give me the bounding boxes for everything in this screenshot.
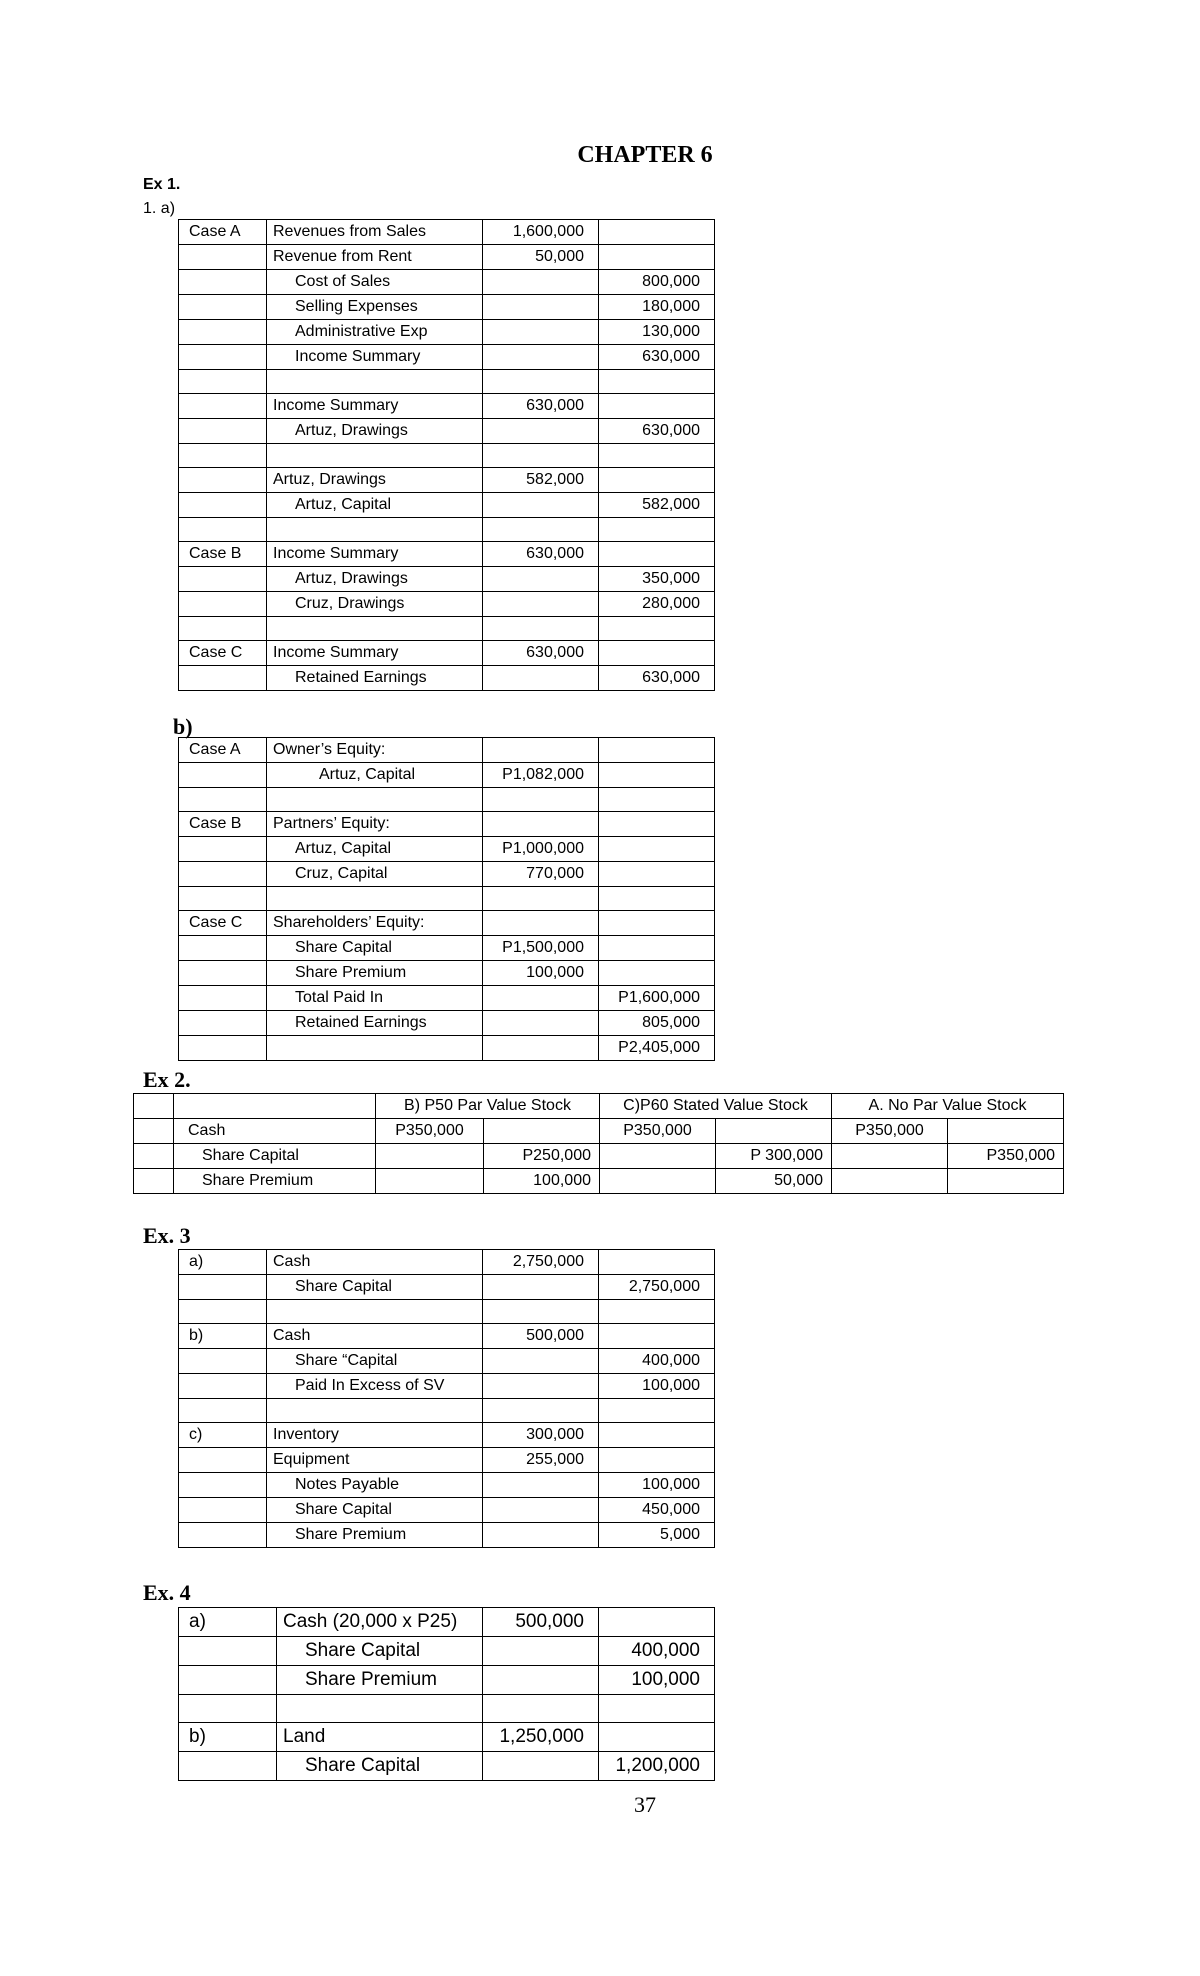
credit-amount-cell	[599, 245, 715, 270]
account-title-cell: Retained Earnings	[267, 666, 483, 691]
table-row	[179, 887, 715, 911]
account-title-cell	[277, 1695, 483, 1723]
case-label-cell	[179, 1523, 267, 1548]
account-title-cell	[267, 617, 483, 641]
ex2-comparison-table	[133, 1093, 1064, 1194]
case-label-cell	[179, 666, 267, 691]
account-title-cell: Revenue from Rent	[267, 245, 483, 270]
account-title-cell: Share Premium	[267, 1523, 483, 1548]
debit-amount-cell: P350,000	[600, 1119, 716, 1144]
debit-amount-cell	[483, 1300, 599, 1324]
debit-amount-cell: 500,000	[483, 1324, 599, 1349]
account-title-cell: Inventory	[267, 1423, 483, 1448]
account-title-cell: Share Capital	[267, 936, 483, 961]
ex1-part-a-label: 1. a)	[143, 200, 176, 217]
debit-amount-cell: 1,250,000	[483, 1723, 599, 1752]
account-title-cell: Share Capital	[277, 1752, 483, 1781]
table-row	[179, 1752, 715, 1781]
credit-amount-cell	[599, 961, 715, 986]
table-row	[179, 936, 715, 961]
case-label-cell: Case B	[179, 812, 267, 837]
case-label-cell: a)	[179, 1250, 267, 1275]
account-title-cell: Cost of Sales	[267, 270, 483, 295]
credit-amount-cell: 630,000	[599, 419, 715, 444]
table-row	[179, 1250, 715, 1275]
account-title-cell: Share Capital	[267, 1275, 483, 1300]
debit-amount-cell: P350,000	[376, 1119, 484, 1144]
account-title-cell	[267, 1036, 483, 1061]
credit-amount-cell: 2,750,000	[599, 1275, 715, 1300]
credit-amount-cell: P1,600,000	[599, 986, 715, 1011]
account-title-cell: Income Summary	[267, 394, 483, 419]
credit-amount-cell	[599, 1723, 715, 1752]
account-title-cell: Artuz, Drawings	[267, 567, 483, 592]
credit-amount-cell: 400,000	[599, 1349, 715, 1374]
credit-amount-cell	[484, 1119, 600, 1144]
credit-amount-cell: 100,000	[599, 1473, 715, 1498]
credit-amount-cell	[599, 518, 715, 542]
case-label-cell	[179, 1637, 277, 1666]
credit-amount-cell	[599, 763, 715, 788]
credit-amount-cell	[599, 1300, 715, 1324]
blank-cell	[134, 1144, 174, 1169]
account-title-cell: Cash	[174, 1119, 376, 1144]
debit-amount-cell	[483, 493, 599, 518]
account-title-cell: Share “Capital	[267, 1349, 483, 1374]
case-label-cell	[179, 1399, 267, 1423]
account-title-cell: Income Summary	[267, 641, 483, 666]
ex1-part-b-label: b)	[173, 714, 193, 739]
table-row	[179, 1473, 715, 1498]
case-label-cell	[179, 1448, 267, 1473]
table-row	[179, 1349, 715, 1374]
case-label-cell	[179, 862, 267, 887]
account-title-cell	[267, 1399, 483, 1423]
table-row	[134, 1144, 1064, 1169]
debit-amount-cell: 300,000	[483, 1423, 599, 1448]
debit-amount-cell	[483, 320, 599, 345]
credit-amount-cell	[599, 1324, 715, 1349]
table-row	[179, 1011, 715, 1036]
case-label-cell	[179, 1752, 277, 1781]
credit-amount-cell: 280,000	[599, 592, 715, 617]
debit-amount-cell: P1,082,000	[483, 763, 599, 788]
ex1-part-a-journal-table	[178, 219, 715, 691]
table-row	[179, 1324, 715, 1349]
case-label-cell	[179, 419, 267, 444]
table-row	[179, 1423, 715, 1448]
credit-amount-cell: P 300,000	[716, 1144, 832, 1169]
credit-amount-cell: 100,000	[599, 1374, 715, 1399]
debit-amount-cell: 50,000	[483, 245, 599, 270]
account-title-cell: Cash (20,000 x P25)	[277, 1608, 483, 1637]
debit-amount-cell	[483, 1498, 599, 1523]
table-row	[179, 1608, 715, 1637]
debit-amount-cell: 630,000	[483, 542, 599, 567]
credit-amount-cell: 180,000	[599, 295, 715, 320]
credit-amount-cell	[599, 812, 715, 837]
table-row	[179, 617, 715, 641]
account-title-cell: Land	[277, 1723, 483, 1752]
ex4-journal-table	[178, 1607, 715, 1781]
account-title-cell: Shareholders’ Equity:	[267, 911, 483, 936]
debit-amount-cell	[483, 1695, 599, 1723]
account-title-cell: Retained Earnings	[267, 1011, 483, 1036]
credit-amount-cell: 100,000	[484, 1169, 600, 1194]
debit-amount-cell	[483, 617, 599, 641]
credit-amount-cell	[948, 1169, 1064, 1194]
account-title-cell: Artuz, Capital	[267, 763, 483, 788]
debit-amount-cell	[483, 1275, 599, 1300]
table-row	[179, 1637, 715, 1666]
debit-amount-cell	[483, 812, 599, 837]
table-row	[179, 961, 715, 986]
case-label-cell	[179, 370, 267, 394]
account-title-cell: Revenues from Sales	[267, 220, 483, 245]
credit-amount-cell	[599, 862, 715, 887]
table-row	[179, 493, 715, 518]
debit-amount-cell	[832, 1169, 948, 1194]
debit-amount-cell	[483, 1399, 599, 1423]
account-title-cell: Owner’s Equity:	[267, 738, 483, 763]
case-label-cell	[179, 788, 267, 812]
account-title-cell: Share Premium	[267, 961, 483, 986]
credit-amount-cell	[599, 370, 715, 394]
credit-amount-cell: 130,000	[599, 320, 715, 345]
credit-amount-cell: 450,000	[599, 1498, 715, 1523]
table-row	[179, 567, 715, 592]
case-label-cell	[179, 1695, 277, 1723]
debit-amount-cell: 630,000	[483, 394, 599, 419]
debit-amount-cell	[483, 370, 599, 394]
table-row	[179, 641, 715, 666]
case-label-cell	[179, 1036, 267, 1061]
account-title-cell	[267, 788, 483, 812]
table-row	[179, 738, 715, 763]
credit-amount-cell: 800,000	[599, 270, 715, 295]
account-title-cell: Selling Expenses	[267, 295, 483, 320]
account-title-cell	[267, 518, 483, 542]
credit-amount-cell	[599, 1423, 715, 1448]
table-row	[179, 468, 715, 493]
account-title-cell	[267, 1300, 483, 1324]
credit-amount-cell: P350,000	[948, 1144, 1064, 1169]
ex1-heading: Ex 1.	[143, 176, 181, 193]
table-row	[179, 666, 715, 691]
table-row	[179, 394, 715, 419]
debit-amount-cell	[483, 518, 599, 542]
ex4-heading: Ex. 4	[143, 1580, 191, 1605]
table-row	[179, 1695, 715, 1723]
debit-amount-cell	[483, 788, 599, 812]
table-row	[179, 763, 715, 788]
credit-amount-cell	[599, 1448, 715, 1473]
credit-amount-cell	[599, 1608, 715, 1637]
table-row	[179, 295, 715, 320]
case-label-cell	[179, 617, 267, 641]
credit-amount-cell	[948, 1119, 1064, 1144]
debit-amount-cell	[483, 1349, 599, 1374]
account-title-cell: Share Capital	[277, 1637, 483, 1666]
credit-amount-cell: 350,000	[599, 567, 715, 592]
table-row	[179, 1498, 715, 1523]
account-title-cell: Cruz, Capital	[267, 862, 483, 887]
column-header-cell: B) P50 Par Value Stock	[376, 1094, 600, 1119]
case-label-cell	[179, 1666, 277, 1695]
table-row	[179, 419, 715, 444]
account-title-cell: Partners’ Equity:	[267, 812, 483, 837]
debit-amount-cell	[483, 1011, 599, 1036]
case-label-cell	[179, 295, 267, 320]
debit-amount-cell: 2,750,000	[483, 1250, 599, 1275]
credit-amount-cell	[599, 1399, 715, 1423]
table-row	[134, 1119, 1064, 1144]
case-label-cell	[179, 567, 267, 592]
case-label-cell: Case A	[179, 738, 267, 763]
debit-amount-cell	[483, 1666, 599, 1695]
case-label-cell	[179, 1473, 267, 1498]
case-label-cell	[179, 270, 267, 295]
debit-amount-cell	[483, 738, 599, 763]
table-row	[134, 1169, 1064, 1194]
table-row	[179, 1448, 715, 1473]
case-label-cell	[179, 320, 267, 345]
table-row	[179, 444, 715, 468]
credit-amount-cell	[599, 542, 715, 567]
table-row	[179, 788, 715, 812]
table-row	[179, 370, 715, 394]
account-title-cell: Equipment	[267, 1448, 483, 1473]
credit-amount-cell: 582,000	[599, 493, 715, 518]
table-row	[179, 812, 715, 837]
debit-amount-cell	[483, 444, 599, 468]
debit-amount-cell	[483, 887, 599, 911]
credit-amount-cell	[599, 641, 715, 666]
debit-amount-cell	[600, 1144, 716, 1169]
case-label-cell	[179, 1349, 267, 1374]
credit-amount-cell	[599, 911, 715, 936]
account-title-cell: Artuz, Capital	[267, 837, 483, 862]
table-row	[179, 345, 715, 370]
table-row	[179, 986, 715, 1011]
ex3-journal-table	[178, 1249, 715, 1548]
account-title-cell: Total Paid In	[267, 986, 483, 1011]
table-row	[179, 1723, 715, 1752]
account-title-cell: Notes Payable	[267, 1473, 483, 1498]
column-header-cell: C)P60 Stated Value Stock	[600, 1094, 832, 1119]
credit-amount-cell: 50,000	[716, 1169, 832, 1194]
table-row	[179, 542, 715, 567]
case-label-cell	[179, 1275, 267, 1300]
blank-cell	[174, 1094, 376, 1119]
account-title-cell	[267, 444, 483, 468]
account-title-cell: Administrative Exp	[267, 320, 483, 345]
debit-amount-cell	[483, 345, 599, 370]
table-row	[179, 270, 715, 295]
ex2-heading: Ex 2.	[143, 1067, 191, 1092]
debit-amount-cell	[376, 1169, 484, 1194]
case-label-cell	[179, 837, 267, 862]
account-title-cell: Paid In Excess of SV	[267, 1374, 483, 1399]
case-label-cell	[179, 986, 267, 1011]
case-label-cell: Case C	[179, 911, 267, 936]
case-label-cell	[179, 961, 267, 986]
case-label-cell	[179, 468, 267, 493]
credit-amount-cell: 5,000	[599, 1523, 715, 1548]
table-row	[179, 911, 715, 936]
credit-amount-cell: 630,000	[599, 345, 715, 370]
credit-amount-cell	[599, 394, 715, 419]
case-label-cell	[179, 518, 267, 542]
credit-amount-cell	[599, 887, 715, 911]
table-row	[179, 592, 715, 617]
case-label-cell: Case A	[179, 220, 267, 245]
debit-amount-cell: P1,500,000	[483, 936, 599, 961]
debit-amount-cell	[483, 1523, 599, 1548]
case-label-cell	[179, 394, 267, 419]
debit-amount-cell: 1,600,000	[483, 220, 599, 245]
debit-amount-cell: P1,000,000	[483, 837, 599, 862]
case-label-cell	[179, 1011, 267, 1036]
debit-amount-cell	[483, 986, 599, 1011]
table-row	[179, 1300, 715, 1324]
debit-amount-cell	[483, 1374, 599, 1399]
credit-amount-cell: 1,200,000	[599, 1752, 715, 1781]
account-title-cell: Artuz, Drawings	[267, 419, 483, 444]
debit-amount-cell	[376, 1144, 484, 1169]
debit-amount-cell: 255,000	[483, 1448, 599, 1473]
debit-amount-cell	[483, 592, 599, 617]
case-label-cell	[179, 1300, 267, 1324]
table-row	[179, 837, 715, 862]
table-row	[179, 1036, 715, 1061]
debit-amount-cell	[483, 1473, 599, 1498]
table-row	[179, 1666, 715, 1695]
blank-cell	[134, 1169, 174, 1194]
credit-amount-cell	[599, 1695, 715, 1723]
debit-amount-cell	[483, 1752, 599, 1781]
credit-amount-cell	[599, 837, 715, 862]
column-header-cell: A. No Par Value Stock	[832, 1094, 1064, 1119]
account-title-cell: Income Summary	[267, 345, 483, 370]
case-label-cell: Case B	[179, 542, 267, 567]
credit-amount-cell	[599, 468, 715, 493]
case-label-cell	[179, 1374, 267, 1399]
credit-amount-cell	[599, 738, 715, 763]
case-label-cell: c)	[179, 1423, 267, 1448]
debit-amount-cell	[483, 666, 599, 691]
case-label-cell: b)	[179, 1324, 267, 1349]
blank-cell	[134, 1094, 174, 1119]
blank-cell	[134, 1119, 174, 1144]
page-number: 37	[634, 1792, 656, 1817]
credit-amount-cell: P250,000	[484, 1144, 600, 1169]
table-row	[179, 1399, 715, 1423]
account-title-cell: Share Capital	[174, 1144, 376, 1169]
table-row	[179, 1523, 715, 1548]
case-label-cell	[179, 245, 267, 270]
table-row	[179, 1374, 715, 1399]
account-title-cell: Share Capital	[267, 1498, 483, 1523]
debit-amount-cell	[483, 567, 599, 592]
debit-amount-cell: 100,000	[483, 961, 599, 986]
case-label-cell	[179, 444, 267, 468]
credit-amount-cell: 630,000	[599, 666, 715, 691]
debit-amount-cell: 630,000	[483, 641, 599, 666]
account-title-cell: Artuz, Drawings	[267, 468, 483, 493]
debit-amount-cell	[483, 1036, 599, 1061]
table-row	[179, 220, 715, 245]
credit-amount-cell	[599, 936, 715, 961]
credit-amount-cell	[599, 788, 715, 812]
credit-amount-cell	[716, 1119, 832, 1144]
credit-amount-cell	[599, 617, 715, 641]
credit-amount-cell	[599, 444, 715, 468]
chapter-title: CHAPTER 6	[577, 142, 713, 168]
account-title-cell: Cash	[267, 1250, 483, 1275]
debit-amount-cell	[483, 295, 599, 320]
debit-amount-cell: 500,000	[483, 1608, 599, 1637]
case-label-cell: a)	[179, 1608, 277, 1637]
debit-amount-cell	[483, 419, 599, 444]
account-title-cell: Cruz, Drawings	[267, 592, 483, 617]
debit-amount-cell	[483, 1637, 599, 1666]
credit-amount-cell: P2,405,000	[599, 1036, 715, 1061]
case-label-cell	[179, 493, 267, 518]
case-label-cell	[179, 592, 267, 617]
account-title-cell: Cash	[267, 1324, 483, 1349]
debit-amount-cell: 770,000	[483, 862, 599, 887]
credit-amount-cell: 805,000	[599, 1011, 715, 1036]
credit-amount-cell: 100,000	[599, 1666, 715, 1695]
debit-amount-cell: 582,000	[483, 468, 599, 493]
table-row	[179, 320, 715, 345]
ex1-part-b-equity-table	[178, 737, 715, 1061]
table-row	[179, 245, 715, 270]
debit-amount-cell	[483, 270, 599, 295]
debit-amount-cell	[832, 1144, 948, 1169]
table-row	[179, 1275, 715, 1300]
debit-amount-cell	[600, 1169, 716, 1194]
account-title-cell	[267, 370, 483, 394]
debit-amount-cell	[483, 911, 599, 936]
account-title-cell	[267, 887, 483, 911]
account-title-cell: Share Premium	[277, 1666, 483, 1695]
debit-amount-cell: P350,000	[832, 1119, 948, 1144]
table-row	[179, 862, 715, 887]
account-title-cell: Income Summary	[267, 542, 483, 567]
case-label-cell	[179, 763, 267, 788]
ex3-heading: Ex. 3	[143, 1223, 191, 1248]
table-row	[179, 518, 715, 542]
account-title-cell: Share Premium	[174, 1169, 376, 1194]
credit-amount-cell: 400,000	[599, 1637, 715, 1666]
case-label-cell: b)	[179, 1723, 277, 1752]
case-label-cell	[179, 345, 267, 370]
table-header-row	[134, 1094, 1064, 1119]
case-label-cell	[179, 887, 267, 911]
case-label-cell	[179, 936, 267, 961]
case-label-cell	[179, 1498, 267, 1523]
credit-amount-cell	[599, 220, 715, 245]
account-title-cell: Artuz, Capital	[267, 493, 483, 518]
case-label-cell: Case C	[179, 641, 267, 666]
credit-amount-cell	[599, 1250, 715, 1275]
